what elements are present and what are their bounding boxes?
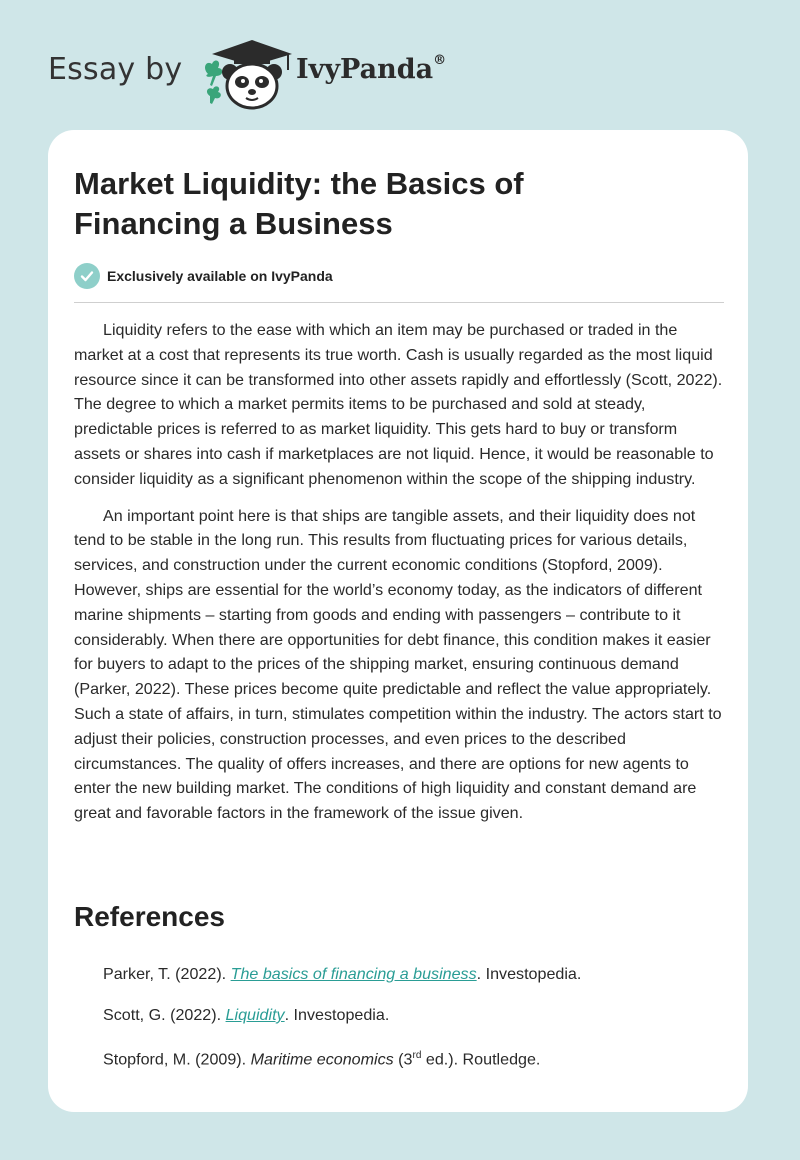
essay-card <box>48 130 748 1112</box>
reference-link[interactable]: The basics of financing a business <box>230 965 477 983</box>
panda-logo-icon[interactable] <box>200 34 300 114</box>
reference-source: . Investopedia. <box>476 965 582 983</box>
reference-edition-suffix: rd <box>412 1050 422 1061</box>
paragraph: Liquidity refers to the ease with which an item may be purchased or traded in the market at a cost that represents its true worth. Cash is usually regarded as the most liquid resource since it can be transformed into other assets rapidly and effortlessly (Scott, 2022). The degree to which a market permits items to be purchased and sold at steady, predictable prices is referred to as market liquidity. This gets hard to buy or transform assets or shares into cash if marketplaces are not liquid. Hence, it would be reasonable to consider liquidity as a significant phenomenon within the scope of the shipping industry. <box>74 321 723 488</box>
paragraph: An important point here is that ships are tangible assets, and their liquidity does not tend to be stable in the long run. This results from fluctuating prices for various details, services, and construction under the current economic conditions (Stopford, 2009). However, ships are essential for the world’s economy today, as the indicators of different marine shipments – starting from goods and ending with passengers – contribute to it considerably. When there are opportunities for debt finance, this condition makes it easier for buyers to adapt to the prices of the shipping market, ensuring continuous demand (Parker, 2022). These prices become quite predictable and reflect the value appropriately. Such a state of affairs, in turn, stimulates competition within the industry. The actors start to adjust their policies, construction processes, and even prices to the described circumstances. The quality of offers increases, and there are options for new agents to enter the new building market. The conditions of high liquidity and constant demand are great and favorable factors in the framework of the issue given. <box>74 506 722 823</box>
reference-title: Maritime economics <box>250 1050 394 1069</box>
reference-author: Stopford, M. (2009). <box>103 1050 251 1069</box>
brand-text: IvyPanda <box>296 54 434 85</box>
reference-source: ed.). Routledge. <box>421 1050 541 1069</box>
references-heading: References <box>74 901 225 932</box>
reference-item <box>103 1003 723 1027</box>
brand-name[interactable] <box>296 54 446 85</box>
reference-item <box>103 1044 723 1071</box>
references-list <box>103 962 723 1088</box>
reference-source: . Investopedia. <box>284 1006 390 1024</box>
reference-item <box>103 962 723 986</box>
reference-edition: (3 <box>393 1050 413 1069</box>
site-header <box>0 0 800 130</box>
exclusive-badge <box>74 263 333 289</box>
essay-title: Market Liquidity: the Basics of Financing a Business <box>74 166 524 241</box>
essay-body <box>74 318 726 838</box>
reference-link[interactable]: Liquidity <box>225 1006 285 1024</box>
exclusive-label: Exclusively available on IvyPanda <box>107 268 333 284</box>
reference-author: Parker, T. (2022). <box>103 965 231 983</box>
essay-by-text: Essay by <box>48 52 183 87</box>
registered-mark: ® <box>433 53 447 68</box>
check-circle-icon <box>74 263 100 289</box>
reference-author: Scott, G. (2022). <box>103 1006 226 1024</box>
divider <box>74 302 724 303</box>
